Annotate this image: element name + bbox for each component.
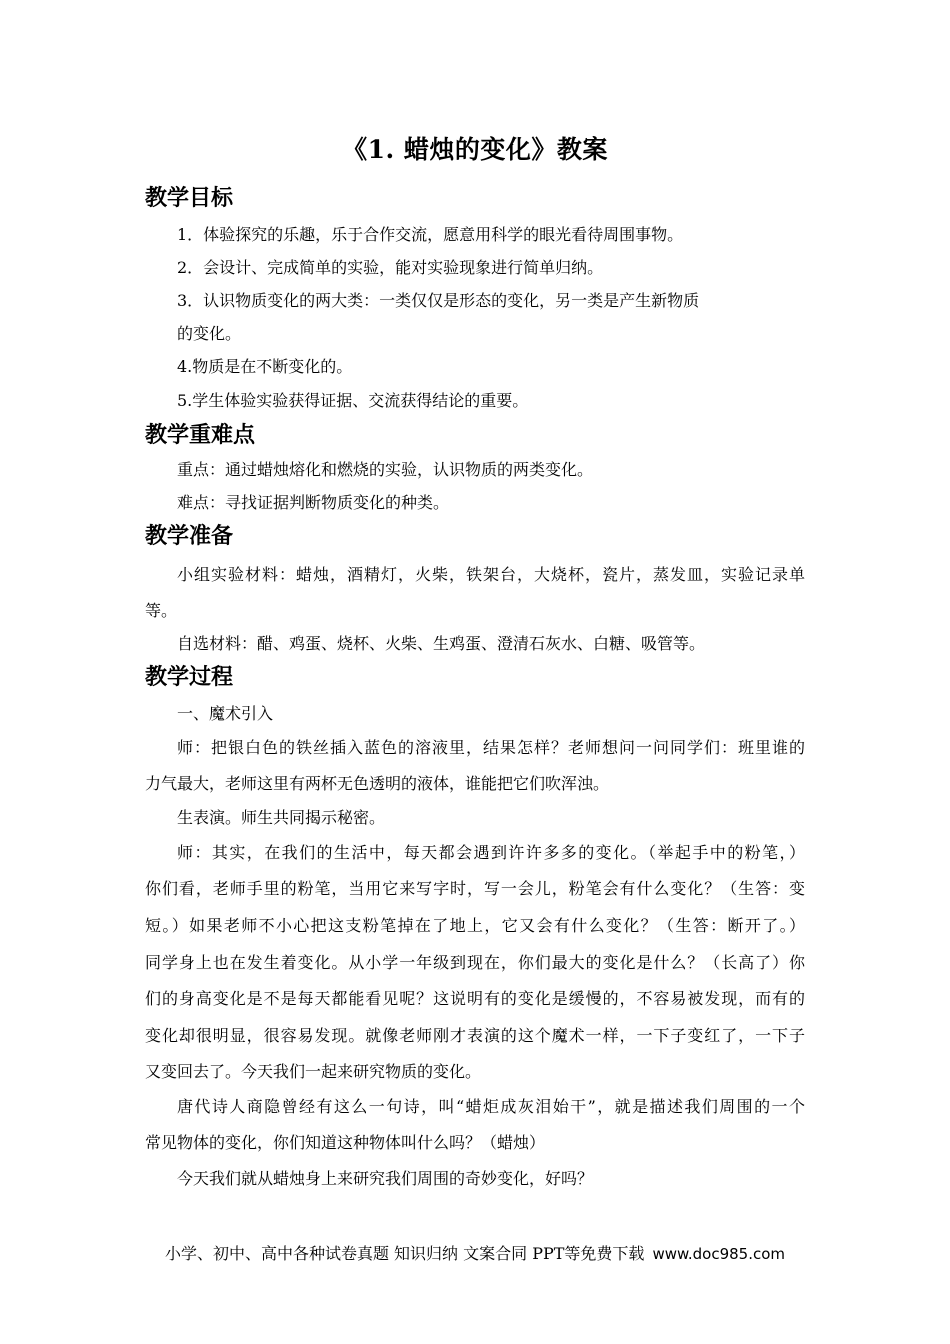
page-footer xyxy=(0,1243,950,1265)
footer-url[interactable]: www.doc985.com xyxy=(652,1245,786,1263)
process-line-6: 你们看，老师手里的粉笔，当用它来写字时，写一会儿，粉笔会有什么变化？（生答：变 xyxy=(145,879,805,898)
process-line-7: 短。）如果老师不小心把这支粉笔掉在了地上，它又会有什么变化？（生答：断开了。） xyxy=(145,916,805,935)
section-heading-preparation: 教学准备 xyxy=(145,524,234,549)
section-heading-goals: 教学目标 xyxy=(145,186,234,211)
process-line-4: 生表演。师生共同揭示秘密。 xyxy=(177,808,386,827)
goals-line-1: 1．体验探究的乐趣，乐于合作交流，愿意用科学的眼光看待周围事物。 xyxy=(177,225,684,244)
preparation-line-1-cont: 等。 xyxy=(145,601,178,620)
document-title: 《1. 蜡烛的变化》教案 xyxy=(342,135,608,164)
preparation-line-2: 自选材料：醋、鸡蛋、烧杯、火柴、生鸡蛋、澄清石灰水、白糖、吸管等。 xyxy=(177,634,706,653)
process-line-2: 师：把银白色的铁丝插入蓝色的溶液里，结果怎样？老师想问一问同学们：班里谁的 xyxy=(177,738,805,757)
process-line-3: 力气最大，老师这里有两杯无色透明的液体，谁能把它们吹浑浊。 xyxy=(145,774,610,793)
goals-line-5: 5.学生体验实验获得证据、交流获得结论的重要。 xyxy=(177,391,529,410)
key-point-difficulty: 难点：寻找证据判断物质变化的种类。 xyxy=(177,493,450,512)
footer-text: 小学、初中、高中各种试卷真题 知识归纳 文案合同 PPT等免费下载 xyxy=(164,1244,645,1263)
process-line-5: 师：其实，在我们的生活中，每天都会遇到许许多多的变化。（举起手中的粉笔，） xyxy=(177,843,805,862)
goals-line-2: 2．会设计、完成简单的实验，能对实验现象进行简单归纳。 xyxy=(177,258,604,277)
process-line-13: 常见物体的变化，你们知道这种物体叫什么吗？（蜡烛） xyxy=(145,1133,546,1152)
goals-line-3: 3．认识物质变化的两大类：一类仅仅是形态的变化，另一类是产生新物质 xyxy=(177,291,700,310)
goals-line-4: 4.物质是在不断变化的。 xyxy=(177,357,353,376)
process-line-14: 今天我们就从蜡烛身上来研究我们周围的奇妙变化，好吗？ xyxy=(177,1169,594,1188)
process-line-1: 一、魔术引入 xyxy=(177,704,274,723)
process-line-12: 唐代诗人商隐曾经有这么一句诗，叫“蜡炬成灰泪始干”，就是描述我们周围的一个 xyxy=(177,1097,805,1116)
preparation-line-1: 小组实验材料：蜡烛，酒精灯，火柴，铁架台，大烧杯，瓷片，蒸发皿，实验记录单 xyxy=(177,565,805,584)
section-heading-key-points: 教学重难点 xyxy=(145,423,256,448)
process-line-11: 又变回去了。今天我们一起来研究物质的变化。 xyxy=(145,1062,482,1081)
key-point-focus: 重点：通过蜡烛熔化和燃烧的实验，认识物质的两类变化。 xyxy=(177,460,594,479)
process-line-9: 们的身高变化是不是每天都能看见呢？这说明有的变化是缓慢的，不容易被发现，而有的 xyxy=(145,989,805,1008)
process-line-8: 同学身上也在发生着变化。从小学一年级到现在，你们最大的变化是什么？（长高了）你 xyxy=(145,953,805,972)
section-heading-process: 教学过程 xyxy=(145,665,234,690)
process-line-10: 变化却很明显，很容易发现。就像老师刚才表演的这个魔术一样，一下子变红了，一下子 xyxy=(145,1026,805,1045)
goals-line-3-cont: 的变化。 xyxy=(177,324,242,343)
